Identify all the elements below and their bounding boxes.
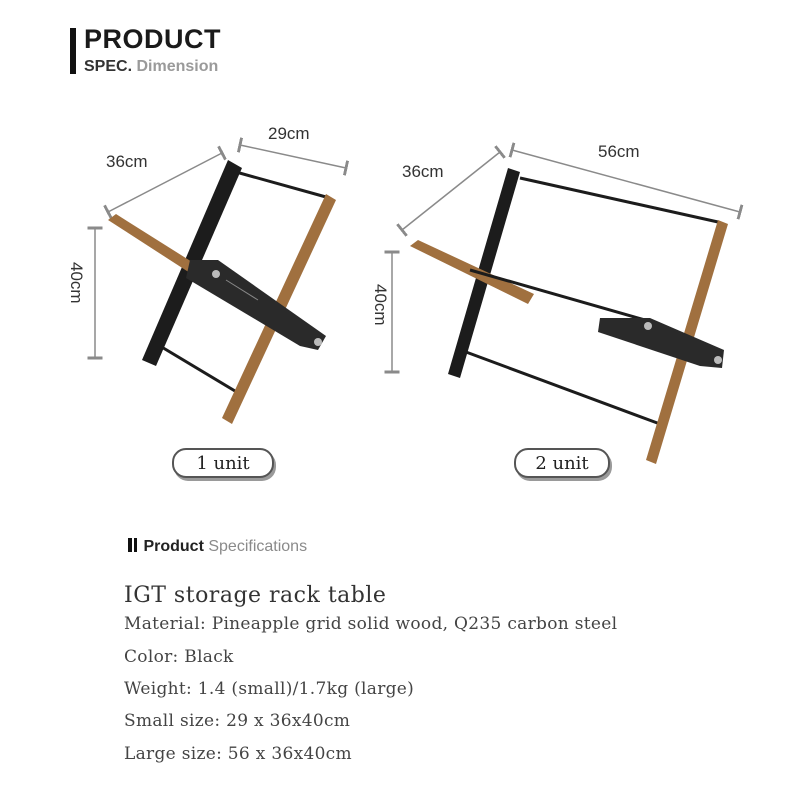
spec-small-size: Small size: 29 x 36x40cm: [124, 711, 351, 731]
specs-heading-light: Specifications: [208, 538, 308, 555]
small-height-label: 40cm: [67, 262, 86, 304]
specs-heading-bar: [128, 538, 132, 552]
large-depth-label: 36cm: [402, 162, 444, 181]
large-height-label: 40cm: [371, 284, 390, 326]
spec-material: Material: Pineapple grid solid wood, Q235 carbon steel: [124, 614, 618, 634]
small-width-label: 29cm: [268, 124, 310, 143]
large-rack-illustration: [392, 150, 740, 464]
specs-heading: [128, 538, 307, 556]
page-title: PRODUCT: [84, 24, 221, 54]
small-rack-illustration: [95, 145, 346, 424]
subtitle-primary: SPEC.: [84, 58, 133, 75]
small-unit-badge: 1 unit: [172, 448, 274, 478]
spec-weight: Weight: 1.4 (small)/1.7kg (large): [124, 679, 415, 699]
product-name: IGT storage rack table: [124, 583, 387, 608]
large-width-label: 56cm: [598, 142, 640, 161]
small-width-dimension-line: [240, 145, 346, 168]
specs-heading-bar: [134, 538, 137, 552]
large-unit-badge: 2 unit: [514, 448, 610, 478]
spec-color: Color: Black: [124, 647, 234, 667]
subtitle-secondary: Dimension: [136, 58, 219, 75]
specs-heading-bold: Product: [143, 538, 204, 555]
spec-large-size: Large size: 56 x 36x40cm: [124, 744, 352, 764]
small-depth-label: 36cm: [106, 152, 148, 171]
